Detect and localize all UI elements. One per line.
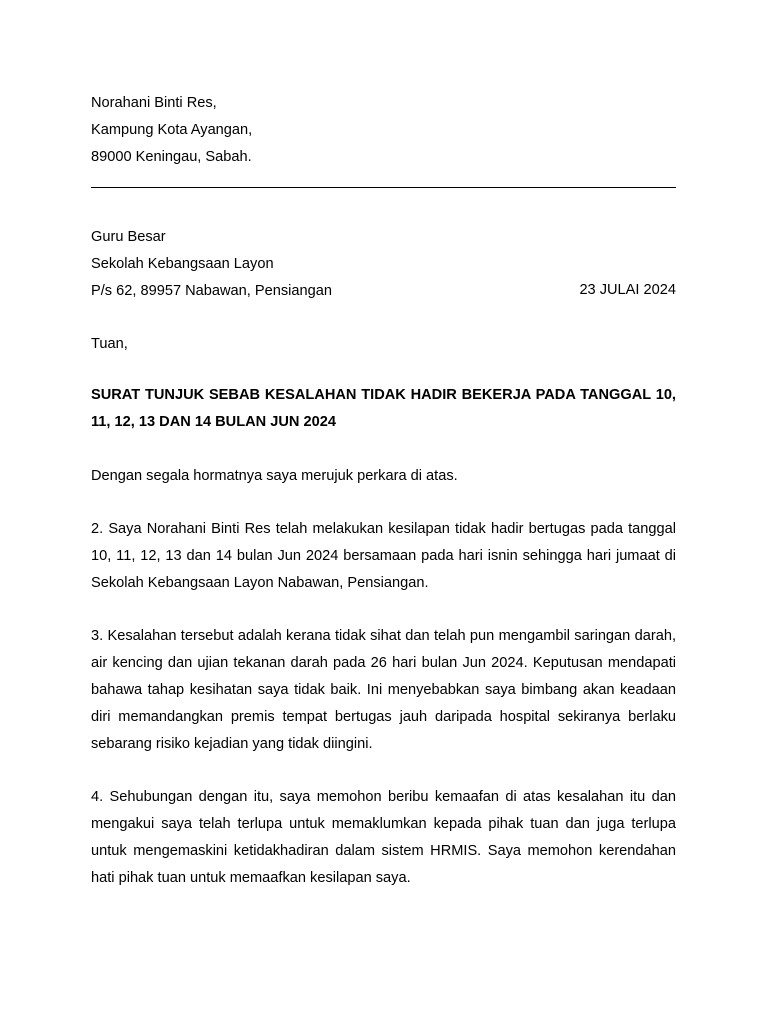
paragraph-4: 4. Sehubungan dengan itu, saya memohon beribu kemaafan di atas kesalahan itu dan mengakui saya telah terlupa untuk memaklumkan kepada pihak tuan dan juga terlupa untuk mengemaskini ketidakhadiran dalam sistem HRMIS. Saya memohon kerendahan hati pihak tuan untuk memaafkan kesilapan saya. [91, 789, 676, 886]
recipient-school: Sekolah Kebangsaan Layon [91, 256, 274, 272]
sender-address-line2: 89000 Keningau, Sabah. [91, 149, 252, 165]
sender-name: Norahani Binti Res, [91, 95, 217, 111]
paragraph-3: 3. Kesalahan tersebut adalah kerana tidak sihat dan telah pun mengambil saringan darah, air kencing dan ujian tekanan darah pada 26 hari bulan Jun 2024. Keputusan mendapati bahawa tahap kesihatan saya tidak baik. Ini menyebabkan saya bimbang akan keadaan diri memandangkan premis tempat bertugas jauh daripada hospital sekiranya berlaku sebarang risiko kejadian yang tidak diingini. [91, 628, 676, 752]
paragraph-2: 2. Saya Norahani Binti Res telah melakukan kesilapan tidak hadir bertugas pada tanggal 10, 11, 12, 13 dan 14 bulan Jun 2024 bersamaan pada hari isnin sehingga hari jumaat di Sekolah Kebangsaan Layon Nabawan, Pensiangan. [91, 521, 676, 591]
letter-date: 23 JULAI 2024 [579, 282, 676, 298]
letter-subject: SURAT TUNJUK SEBAB KESALAHAN TIDAK HADIR BEKERJA PADA TANGGAL 10, 11, 12, 13 DAN 14 BULAN JUN 2024 [91, 387, 676, 430]
salutation: Tuan, [91, 336, 128, 352]
sender-address-line1: Kampung Kota Ayangan, [91, 122, 253, 138]
recipient-title: Guru Besar [91, 229, 166, 245]
paragraph-1: Dengan segala hormatnya saya merujuk perkara di atas. [91, 468, 458, 484]
header-divider [91, 187, 676, 188]
recipient-address: P/s 62, 89957 Nabawan, Pensiangan [91, 283, 332, 299]
